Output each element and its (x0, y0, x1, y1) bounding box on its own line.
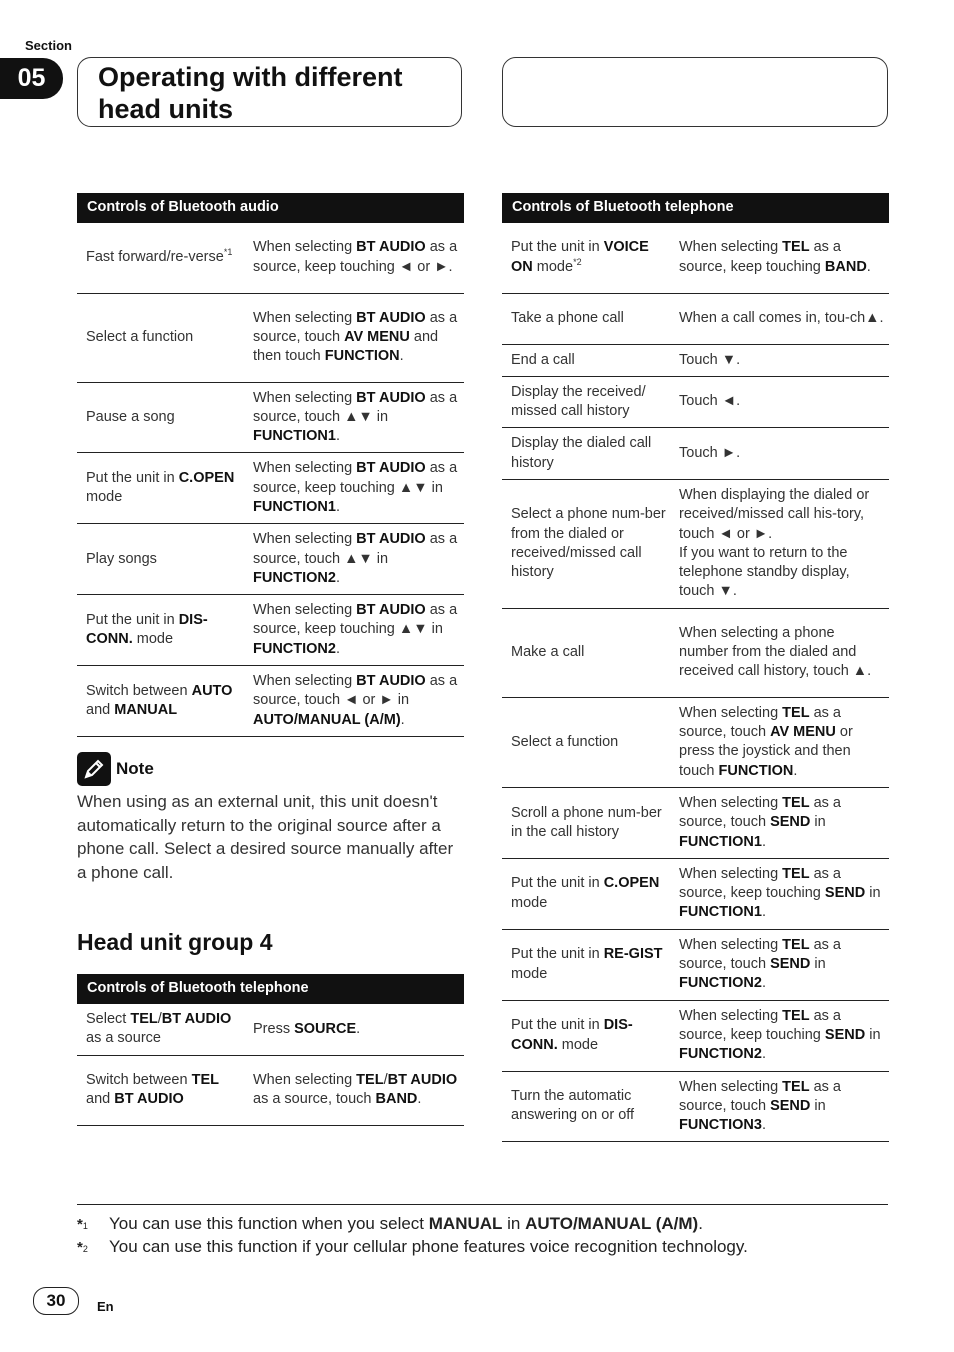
title-box (77, 57, 462, 127)
bold-term: SEND (770, 814, 811, 831)
control-instruction: When selecting TEL as a source, touch SEND in FUNCTION3. (670, 1071, 889, 1142)
note-title: Note (116, 759, 154, 778)
bold-term: TEL (782, 1007, 810, 1024)
table-row (77, 223, 464, 293)
bt-telephone-table (502, 193, 889, 1142)
control-instruction: When selecting BT AUDIO as a source, keep touching ▲▼ in FUNCTION2. (244, 595, 464, 666)
control-action: Switch between TEL and BT AUDIO (77, 1055, 244, 1125)
bold-term: AV MENU (344, 328, 410, 345)
bold-term: FUNCTION2 (253, 569, 336, 586)
control-instruction: When selecting TEL as a source, keep touching SEND in FUNCTION1. (670, 858, 889, 929)
control-action: Put the unit in VOICE ON mode$^{*2}$ (502, 223, 670, 293)
bold-term: TEL (782, 865, 810, 882)
bold-term: DIS-CONN. (86, 611, 208, 648)
footnote-text: You can use this function when you select MANUAL in AUTO/MANUAL (A/M). (109, 1214, 703, 1233)
bold-term: AUTO/MANUAL (A/M) (525, 1214, 699, 1233)
bold-term: BT AUDIO (114, 1091, 184, 1108)
control-action: Play songs (77, 524, 244, 595)
bold-term: AUTO/MANUAL (A/M) (253, 711, 401, 728)
note-heading (77, 752, 154, 786)
bold-term: FUNCTION2 (679, 975, 762, 992)
bold-term: BT AUDIO (356, 460, 426, 477)
control-action: Select TEL/BT AUDIO as a source (77, 1004, 244, 1055)
control-instruction: When selecting BT AUDIO as a source, touch ◄ or ► in AUTO/MANUAL (A/M). (244, 666, 464, 737)
bold-term: MANUAL (428, 1214, 503, 1233)
table-row (502, 293, 889, 344)
table-row (502, 1000, 889, 1071)
page-number: 30 (33, 1287, 79, 1315)
control-instruction: When selecting TEL as a source, keep touching SEND in FUNCTION2. (670, 1000, 889, 1071)
footnote-marker: *2 (77, 1239, 88, 1256)
table-row (502, 344, 889, 376)
control-action: Put the unit in C.OPEN mode (502, 858, 670, 929)
bold-term: VOICE ON (511, 239, 649, 275)
head-unit-group-title: Head unit group 4 (77, 929, 273, 955)
bold-term: DIS-CONN. (511, 1017, 633, 1053)
bold-term: TEL (782, 704, 810, 721)
control-action: Put the unit in RE-GIST mode (502, 929, 670, 1000)
table-row (502, 1071, 889, 1142)
footnote-ref: *1 (223, 247, 233, 258)
bold-term: FUNCTION2 (679, 1046, 762, 1063)
bold-term: BT AUDIO (161, 1011, 232, 1027)
table-row (502, 787, 889, 858)
bold-term: MANUAL (114, 702, 178, 718)
control-instruction: When selecting a phone number from the dialed and received call history, touch ▲. (670, 608, 889, 697)
control-instruction: When selecting BT AUDIO as a source, keep touching ▲▼ in FUNCTION1. (244, 453, 464, 524)
control-instruction: Touch ►. (670, 428, 889, 480)
bold-term: FUNCTION2 (253, 640, 336, 657)
control-action: Take a phone call (502, 293, 670, 344)
bold-term: BAND (824, 258, 867, 275)
control-action: Select a phone num-ber from the dialed or received/missed call history (502, 479, 670, 608)
bold-term: SEND (770, 956, 811, 973)
bt-telephone-table-header: Controls of Bluetooth telephone (502, 193, 889, 223)
pencil-note-icon (77, 752, 111, 786)
table-row (502, 223, 889, 293)
control-action: Select a function (77, 293, 244, 382)
table-row (77, 382, 464, 453)
control-action: Put the unit in DIS-CONN. mode (77, 595, 244, 666)
section-number-badge: 05 (0, 58, 63, 99)
table-row (502, 376, 889, 428)
table-row (77, 293, 464, 382)
control-instruction: When selecting BT AUDIO as a source, touch AV MENU and then touch FUNCTION. (244, 293, 464, 382)
bold-term: BT AUDIO (356, 389, 426, 406)
control-action: Make a call (502, 608, 670, 697)
bold-term: FUNCTION1 (679, 904, 762, 921)
control-action: Select a function (502, 697, 670, 787)
bold-term: BT AUDIO (356, 309, 426, 326)
bold-term: BAND (375, 1091, 418, 1108)
control-action: Put the unit in C.OPEN mode (77, 453, 244, 524)
hu4-telephone-table-header: Controls of Bluetooth telephone (77, 974, 464, 1004)
control-action: Scroll a phone num-ber in the call history (502, 787, 670, 858)
bold-term: SOURCE (294, 1020, 357, 1037)
table-row (502, 479, 889, 608)
bold-term: TEL (191, 1071, 219, 1088)
bold-term: BT AUDIO (356, 602, 426, 619)
empty-header-box (502, 57, 888, 127)
page-title-line2: head units (98, 94, 234, 124)
bold-term: SEND (770, 1097, 811, 1114)
control-instruction: Touch ◄. (670, 376, 889, 428)
bold-term: AUTO (191, 682, 233, 699)
bold-term: BT AUDIO (356, 673, 426, 690)
table-row (502, 428, 889, 480)
footnote-ref: *2 (573, 256, 582, 267)
bold-term: FUNCTION1 (253, 498, 336, 515)
bold-term: RE-GIST (603, 946, 663, 963)
table-row (77, 1004, 464, 1055)
bold-term: FUNCTION (324, 348, 400, 365)
table-row (502, 929, 889, 1000)
table-row (502, 858, 889, 929)
control-action: Switch between AUTO and MANUAL (77, 666, 244, 737)
bold-term: TEL (782, 936, 810, 953)
table-row (502, 608, 889, 697)
table-row (77, 595, 464, 666)
hu4-telephone-table (77, 974, 464, 1126)
footnote-text: You can use this function if your cellular phone features voice recognition technology. (109, 1237, 748, 1256)
bold-term: TEL (130, 1011, 158, 1027)
bold-term: TEL (782, 794, 810, 811)
table-row (77, 524, 464, 595)
bold-term: TEL (782, 1078, 810, 1095)
bold-term: C.OPEN (178, 470, 235, 487)
page-title-line1: Operating with different (98, 62, 403, 92)
control-action: Display the dialed call history (502, 428, 670, 480)
control-instruction: When selecting TEL as a source, keep touching BAND. (670, 223, 889, 293)
control-instruction: When selecting BT AUDIO as a source, touch ▲▼ in FUNCTION2. (244, 524, 464, 595)
footnote (77, 1214, 703, 1234)
language-label: En (97, 1299, 114, 1314)
bold-term: TEL (782, 239, 810, 256)
control-action: End a call (502, 344, 670, 376)
bold-term: FUNCTION (718, 762, 794, 779)
bold-term: TEL (356, 1071, 384, 1088)
bold-term: BT AUDIO (387, 1071, 458, 1088)
control-action: Fast forward/re-verse$^{*1}$ (77, 223, 244, 293)
control-action: Display the received/ missed call history (502, 376, 670, 428)
control-action: Pause a song (77, 382, 244, 453)
bold-term: AV MENU (770, 724, 836, 741)
table-row (502, 697, 889, 787)
control-instruction: When selecting TEL as a source, touch SEND in FUNCTION2. (670, 929, 889, 1000)
section-label: Section (25, 38, 72, 53)
footnote-divider (77, 1204, 888, 1205)
table-row (77, 453, 464, 524)
footnote (77, 1237, 748, 1257)
table-row (77, 1055, 464, 1125)
control-action: Put the unit in DIS-CONN. mode (502, 1000, 670, 1071)
bold-term: FUNCTION1 (253, 428, 336, 445)
bold-term: BT AUDIO (356, 531, 426, 548)
control-instruction: Press SOURCE. (244, 1004, 464, 1055)
bold-term: C.OPEN (603, 875, 660, 892)
bt-audio-table (77, 193, 464, 737)
control-instruction: Touch ▼. (670, 344, 889, 376)
control-instruction: When selecting TEL as a source, touch SEND in FUNCTION1. (670, 787, 889, 858)
control-instruction: When selecting TEL as a source, touch AV MENU or press the joystick and then touch FUNCTION. (670, 697, 889, 787)
control-instruction: When selecting BT AUDIO as a source, keep touching ◄ or ►. (244, 223, 464, 293)
bt-audio-table-header: Controls of Bluetooth audio (77, 193, 464, 223)
bold-term: FUNCTION3 (679, 1117, 762, 1134)
table-row (77, 666, 464, 737)
control-action: Turn the automatic answering on or off (502, 1071, 670, 1142)
control-instruction: When selecting BT AUDIO as a source, touch ▲▼ in FUNCTION1. (244, 382, 464, 453)
bold-term: FUNCTION1 (679, 833, 762, 850)
control-instruction: When selecting TEL/BT AUDIO as a source, touch BAND. (244, 1055, 464, 1125)
page-title (98, 61, 461, 125)
note-text: When using as an external unit, this unit doesn't automatically return to the original source after a phone call. Select a desired source manually after a phone call. (77, 792, 454, 883)
bold-term: BT AUDIO (356, 239, 426, 256)
control-instruction: When displaying the dialed or received/missed call his-tory, touch ◄ or ►. If you want to return to the telephone standby display, touch ▼. (670, 479, 889, 608)
control-instruction: When a call comes in, tou-ch▲. (670, 293, 889, 344)
footnote-marker: *1 (77, 1216, 88, 1233)
bold-term: SEND (824, 1026, 866, 1043)
bold-term: SEND (824, 885, 866, 902)
